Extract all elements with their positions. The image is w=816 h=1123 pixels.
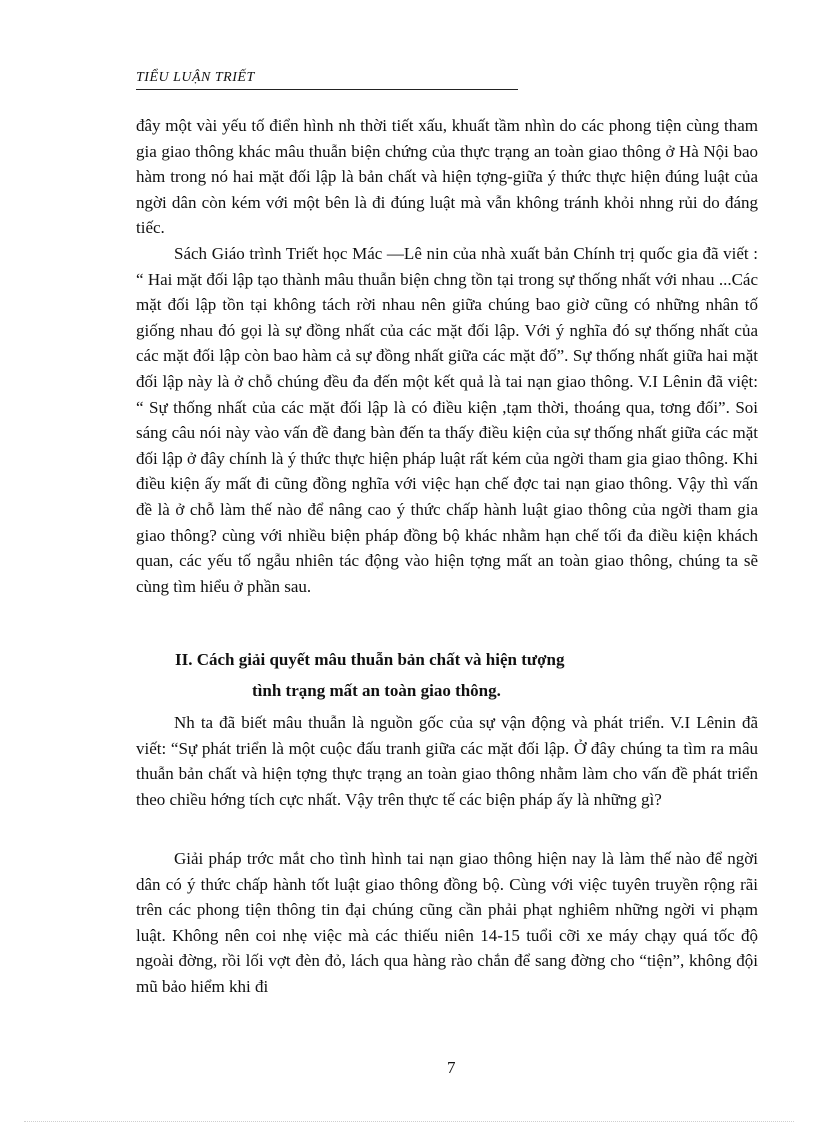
page-number: 7 — [447, 1058, 456, 1077]
paragraph-1: đây một vài yếu tố điển hình nh thời tiết xấu, khuất tầm nhìn do các phong tiện cùng tham gia giao thông khác mâu thuẫn biện chứng của thực trạng an toàn giao thông ở Hà Nội bao hàm trong nó hai mặt đối lập là bản chất và hiện tợng-giữa ý thức thực hiện đúng luật của ngời dân còn kém với một bên là đi đúng luật mà vẫn không tránh khỏi nhng rủi do đáng tiếc. — [136, 116, 758, 238]
paragraph-4: Giải pháp trớc mắt cho tình hình tai nạn giao thông hiện nay là làm thế nào để ngời dân có ý thức chấp hành tốt luật giao thông đồng bộ. Cùng với việc tuyên truyền rộng rãi trên các phong tiện thông tin đại chúng cũng cần phải phạt nghiêm những ngời vi phạm luật. Không nên coi nhẹ việc mà các thiếu niên 14-15 tuổi cỡi xe máy chạy quá tốc độ ngoài đờng, rồi lối vợt đèn đỏ, lách qua hàng rào chắn để sang đờng cho “tiện”, không đội mũ bảo hiểm khi đi — [136, 849, 758, 996]
section-heading-line-1: II. Cách giải quyết mâu thuẫn bản chất và hiện tượng — [175, 650, 565, 669]
paragraph-2: Sách Giáo trình Triết học Mác —Lê nin của nhà xuất bản Chính trị quốc gia đã viết : “ Hai mặt đối lập tạo thành mâu thuẫn biện chng tồn tại trong sự thống nhất với nhau ...Các mặt đối lập tồn tại không tách rời nhau nên giữa chúng bao giờ cũng có những nhân tố giống nhau đó gọi là sự đồng nhất của các mặt đối lập. Với ý nghĩa đó sự thống nhất của các mặt đối lập còn bao hàm cả sự đồng nhất giữa các mặt đố”. Sự thống nhất giữa hai mặt đối lập này là ở chỗ chúng đều đa đến một kết quả là tai nạn giao thông. V.I Lênin đã việt: “ Sự thống nhất của các mặt đối lập là có điều kiện ,tạm thời, thoáng qua, tơng đối”. Soi sáng câu nói này vào vấn đề đang bàn đến ta thấy điều kiện của sự thống nhất giữa các mặt đối lập ở đây chính là ý thức thực hiện pháp luật rất kém của ngời tham gia giao thông. Khi điều kiện ấy mất đi cũng đồng nghĩa với việc hạn chế đợc tai nạn giao thông. Vậy thì vấn đề là ở chỗ làm thế nào để nâng cao ý thức chấp hành luật giao thông của ngời tham gia giao thông? cùng với nhiều biện pháp đồng bộ khác nhằm hạn chế tối đa điều kiện khách quan, các yếu tố ngẫu nhiên tác động vào hiện tợng mất an toàn giao thông, chúng ta sẽ cùng tìm hiểu ở phần sau. — [136, 244, 758, 596]
bottom-dotted-line — [24, 1121, 794, 1122]
document-header: TIỂU LUẬN TRIẾT — [136, 70, 255, 85]
paragraph-3: Nh ta đã biết mâu thuẫn là nguồn gốc của sự vận động và phát triển. V.I Lênin đã viết: “Sự phát triển là một cuộc đấu tranh giữa các mặt đối lập. Ở đây chúng ta tìm ra mâu thuẫn bản chất và hiện tợng thực trạng an toàn giao thông nhằm làm cho vấn đề phát triển theo chiều hớng tích cực nhất. Vậy trên thực tế các biện pháp ấy là những gì? — [136, 713, 758, 809]
header-rule — [136, 89, 518, 90]
section-heading-line-2: tình trạng mất an toàn giao thông. — [252, 681, 501, 700]
